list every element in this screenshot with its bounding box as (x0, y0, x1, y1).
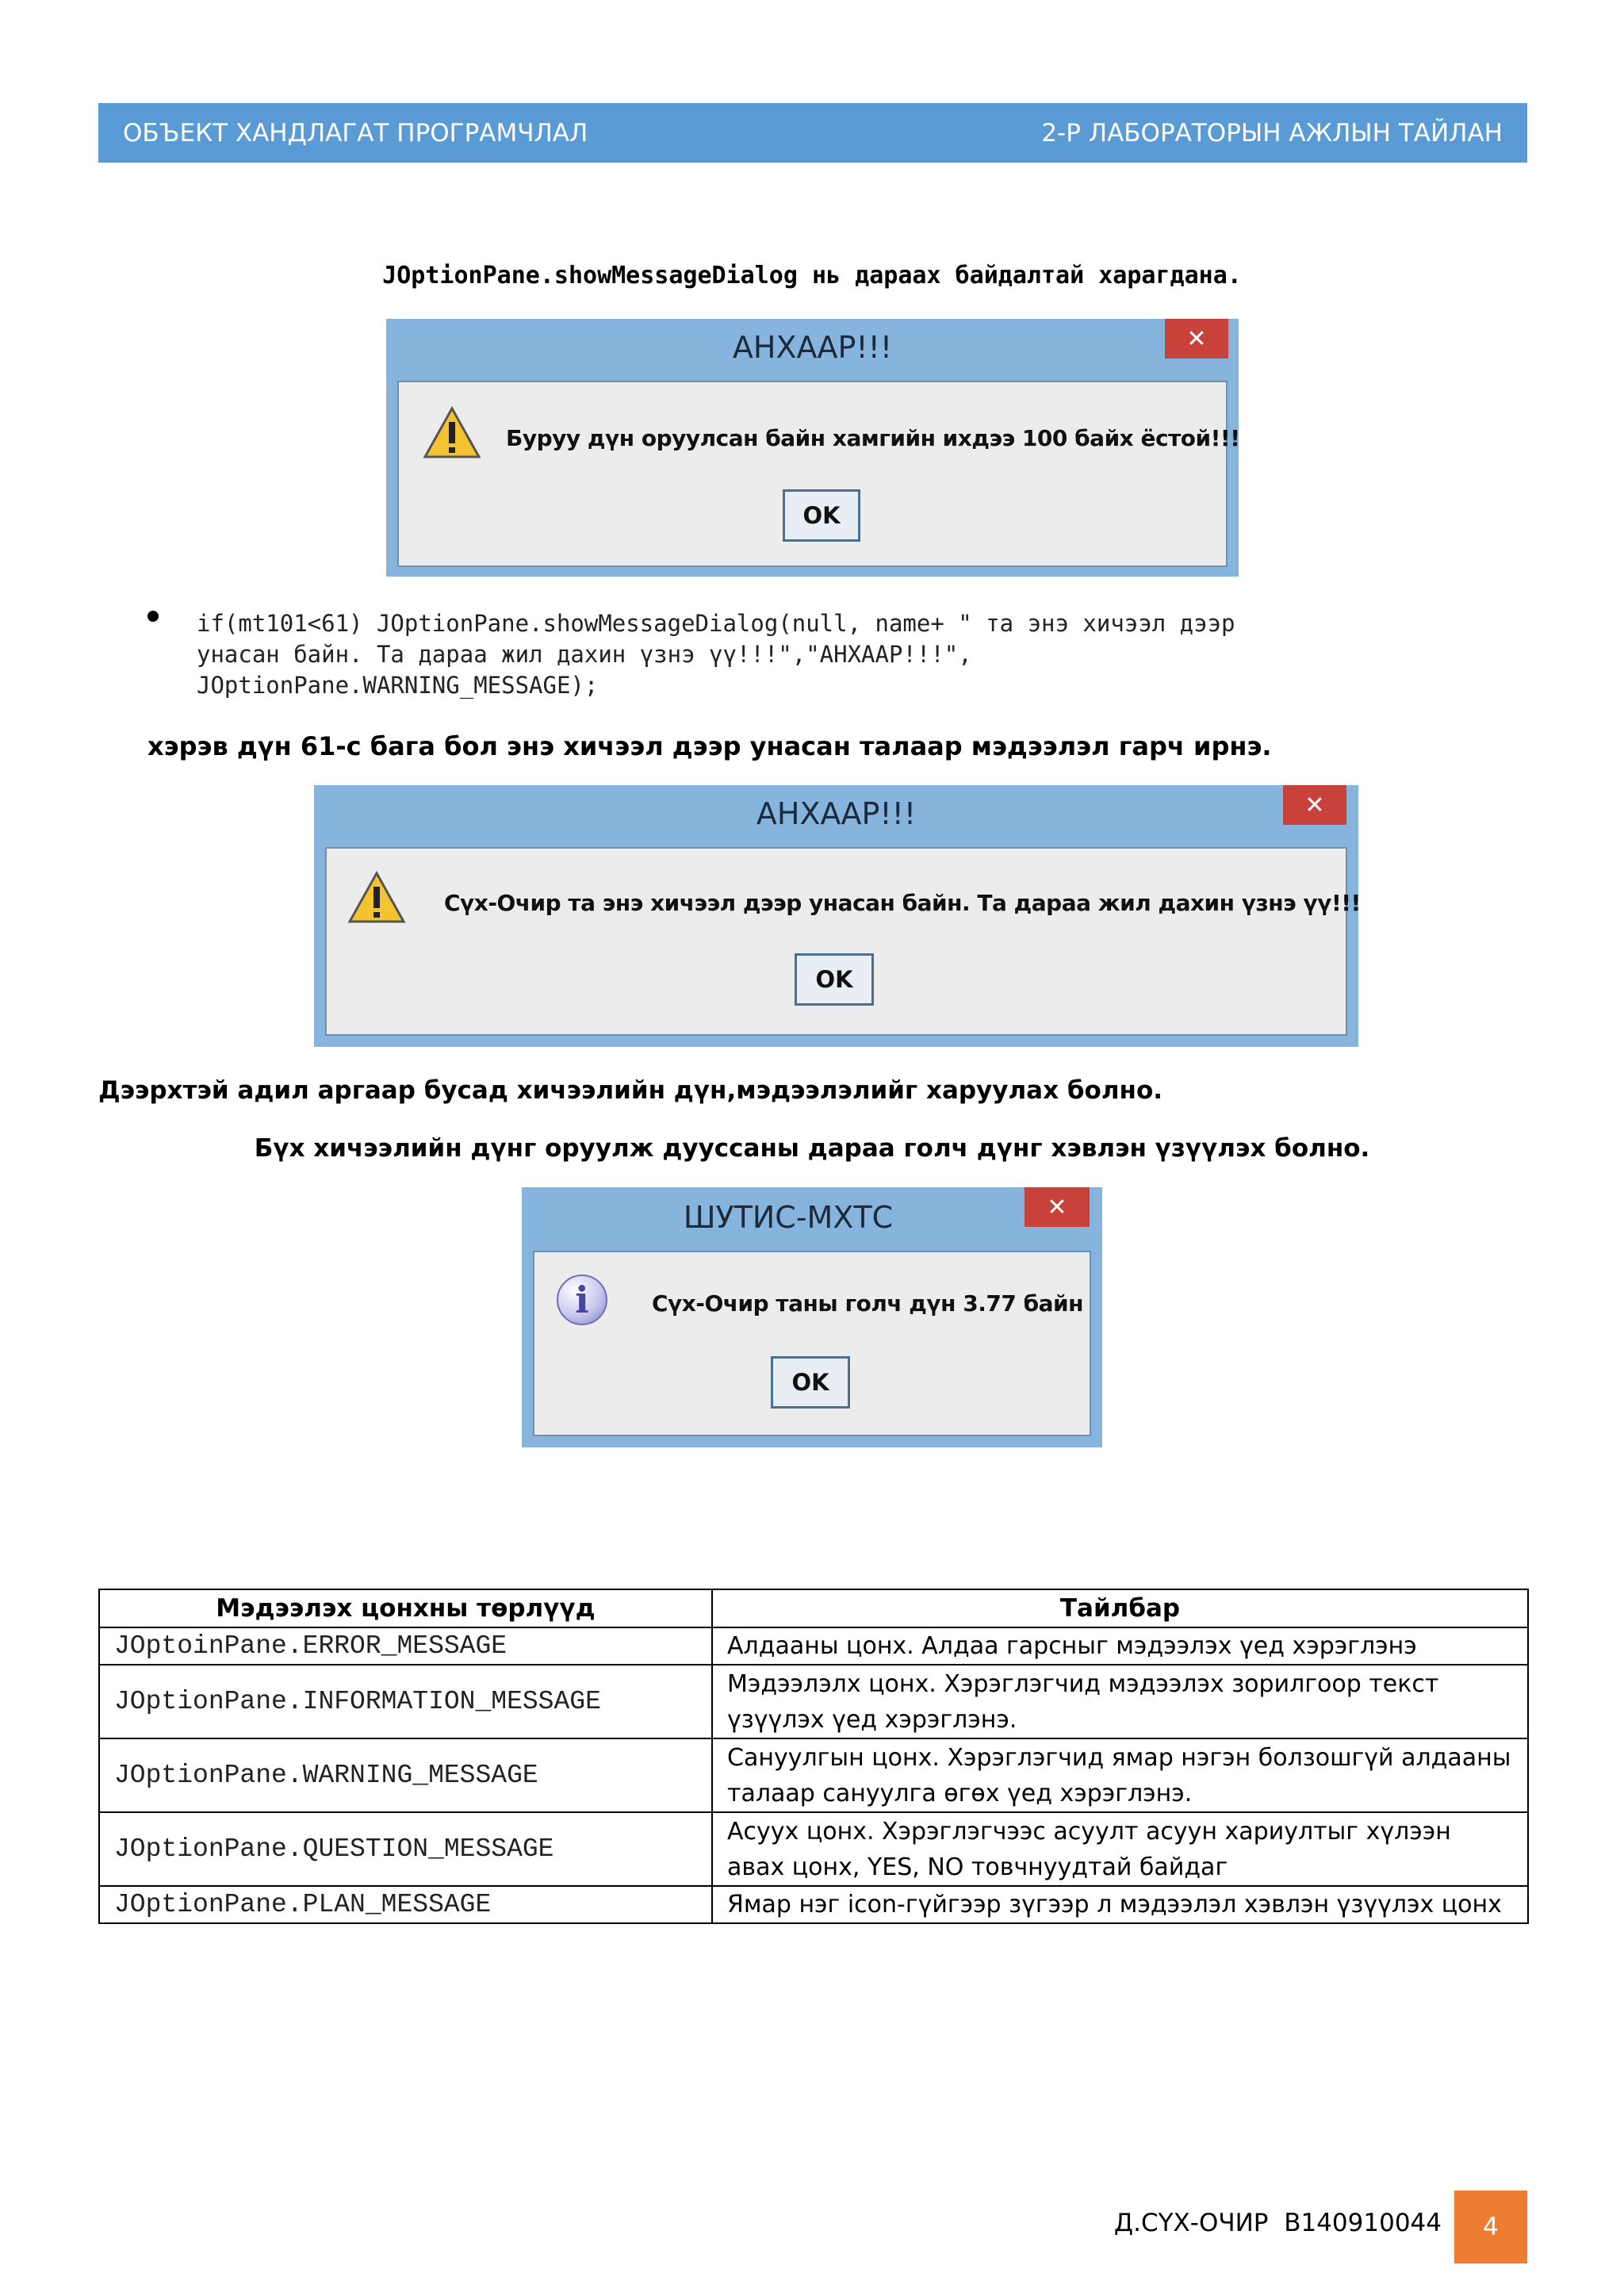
close-button[interactable]: ✕ (1283, 785, 1346, 825)
table-row (99, 1738, 1528, 1812)
dialog-caption: JOptionPane.showMessageDialog нь дараах байдалтай харагдана. (382, 262, 1242, 289)
column-header-description: Тайлбар (712, 1589, 1528, 1627)
message-type-cell: JOptionPane.INFORMATION_MESSAGE (99, 1665, 712, 1738)
dialog-message: Сүх-Очир таны голч дүн 3.77 байн (652, 1290, 1083, 1317)
table-header-row (99, 1589, 1528, 1627)
code-line: JOptionPane.WARNING_MESSAGE); (197, 672, 599, 699)
ok-button[interactable]: OK (795, 953, 874, 1006)
dialog-body (533, 1251, 1091, 1436)
info-icon: i (557, 1274, 607, 1325)
description-cell: Ямар нэг icon-гүйгээр зүгээр л мэдээлэл хэвлэн үзүүлэх цонх (712, 1886, 1528, 1923)
table-row (99, 1665, 1528, 1738)
dialog-title: ШУТИС-МХТС (683, 1200, 894, 1235)
warning-dialog-1 (386, 319, 1239, 577)
message-type-cell: JOptoinPane.ERROR_MESSAGE (99, 1627, 712, 1665)
dialog-title: АНХААР!!! (732, 330, 893, 365)
code-line: if(mt101<61) JOptionPane.showMessageDialog(null, name+ " та энэ хичээл дээр (197, 610, 1235, 637)
page-number: 4 (1454, 2191, 1527, 2263)
paragraph-gpa: Бүх хичээлийн дүнг оруулж дууссаны дараа голч дүнг хэвлэн үзүүлэх болно. (254, 1134, 1370, 1163)
paragraph-other-grades: Дээрхтэй адил аргаар бусад хичээлийн дүн,мэдээлэлийг харуулах болно. (98, 1076, 1163, 1105)
paragraph-low-score: хэрэв дүн 61-с бага бол энэ хичээл дээр унасан талаар мэдээлэл гарч ирнэ. (147, 731, 1272, 761)
close-button[interactable]: ✕ (1025, 1187, 1090, 1227)
code-snippet (197, 608, 1513, 701)
description-cell: Асуух цонх. Хэрэглэгчээс асуулт асуун хариултыг хүлээн авах цонх, YES, NO товчнуудтай байдаг (712, 1812, 1528, 1886)
dialog-body (325, 847, 1361, 1036)
close-button[interactable]: ✕ (1165, 319, 1228, 358)
dialog-message: Сүх-Очир та энэ хичээл дээр унасан байн. Та дараа жил дахин үзнэ үү!!! (444, 890, 1361, 916)
table-row (99, 1627, 1528, 1665)
message-types-table (98, 1589, 1529, 1924)
footer-author: Д.СҮХ-ОЧИР B140910044 (1113, 2209, 1442, 2237)
table-row (99, 1886, 1528, 1923)
warning-dialog-2 (314, 785, 1361, 1047)
header-left-title: ОБЪЕКТ ХАНДЛАГАТ ПРОГРАМЧЛАЛ (123, 118, 588, 148)
message-type-cell: JOptionPane.QUESTION_MESSAGE (99, 1812, 712, 1886)
ok-button[interactable]: OK (771, 1356, 850, 1409)
warning-icon (347, 871, 406, 925)
description-cell: Мэдээлэлх цонх. Хэрэглэгчид мэдээлэх зорилгоор текст үзүүлэх үед хэрэглэнэ. (712, 1665, 1528, 1738)
message-type-cell: JOptionPane.PLAN_MESSAGE (99, 1886, 712, 1923)
code-line: унасан байн. Та дараа жил дахин үзнэ үү!!!","АНХААР!!!", (197, 641, 972, 668)
dialog-title: АНХААР!!! (756, 796, 917, 831)
warning-icon (423, 406, 481, 460)
ok-button[interactable]: OK (783, 489, 860, 542)
bullet-point (147, 611, 159, 622)
table-row (99, 1812, 1528, 1886)
page-header (98, 103, 1527, 163)
dialog-body (397, 381, 1240, 567)
header-right-title: 2-Р ЛАБОРАТОРЫН АЖЛЫН ТАЙЛАН (1041, 118, 1503, 148)
dialog-message: Буруу дүн оруулсан байн хамгийн ихдээ 100 байх ёстой!!! (506, 425, 1240, 451)
description-cell: Сануулгын цонх. Хэрэглэгчид ямар нэгэн болзошгүй алдааны талаар сануулга өгөх үед хэрэглэнэ. (712, 1738, 1528, 1812)
description-cell: Алдааны цонх. Алдаа гарсныг мэдээлэх үед хэрэглэнэ (712, 1627, 1528, 1665)
column-header-type: Мэдээлэх цонхны төрлүүд (99, 1589, 712, 1627)
message-type-cell: JOptionPane.WARNING_MESSAGE (99, 1738, 712, 1812)
info-dialog (522, 1187, 1102, 1447)
